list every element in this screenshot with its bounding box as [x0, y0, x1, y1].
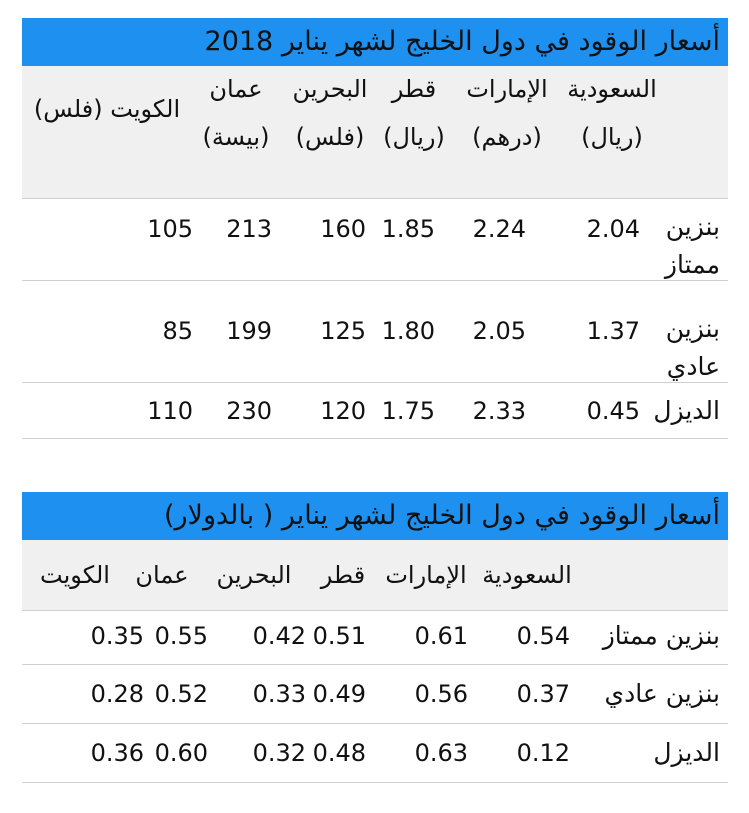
table1-header-qatar-name: قطر — [391, 75, 437, 103]
table2-row3-label: الديزل — [653, 738, 720, 767]
table1-row3-kuwait: 110 — [147, 397, 193, 425]
table2-header-uae: الإمارات — [385, 561, 467, 589]
table2-row1-separator — [22, 664, 728, 665]
table1-row2-separator — [22, 382, 728, 383]
table2-row2-kuwait: 0.28 — [90, 680, 144, 708]
table2-row2-uae: 0.56 — [414, 680, 468, 708]
table1-header-saudi-unit: (ريال) — [581, 123, 643, 151]
table2-row3-kuwait: 0.36 — [90, 739, 144, 767]
table1-row1-kuwait: 105 — [147, 215, 193, 243]
table1-row1-oman: 213 — [226, 215, 272, 243]
table2-row1-kuwait: 0.35 — [90, 622, 144, 650]
table1-row2-label: بنزين عادي — [665, 314, 720, 381]
table2-row3-separator — [22, 782, 728, 783]
table2-row1-saudi: 0.54 — [516, 622, 570, 650]
table1-row3-label: الديزل — [653, 396, 720, 425]
table1-row1-bahrain: 160 — [320, 215, 366, 243]
fuel-prices-table-local — [22, 18, 728, 438]
table2-row2-saudi: 0.37 — [516, 680, 570, 708]
table1-title: أسعار الوقود في دول الخليج لشهر يناير 2018 — [22, 18, 728, 66]
table1-row1-uae: 2.24 — [472, 215, 526, 243]
table2-row3-oman: 0.60 — [154, 739, 208, 767]
table1-row2-uae: 2.05 — [472, 317, 526, 345]
table1-row3-qatar: 1.75 — [381, 397, 435, 425]
table2-row3-qatar: 0.48 — [312, 739, 366, 767]
table1-header-oman-name: عمان — [209, 75, 263, 103]
table2-row2-bahrain: 0.33 — [252, 680, 306, 708]
table2-row1-label: بنزين ممتاز — [602, 621, 720, 650]
table1-header-kuwait-name: الكويت (فلس) — [33, 95, 181, 123]
table1-header-bahrain-unit: (فلس) — [295, 123, 365, 151]
fuel-prices-table-usd — [22, 492, 728, 792]
table2-row3-bahrain: 0.32 — [252, 739, 306, 767]
table1-row2-oman: 199 — [226, 317, 272, 345]
table2-row2-label: بنزين عادي — [604, 679, 720, 708]
table1-row1-qatar: 1.85 — [381, 215, 435, 243]
table1-row3-uae: 2.33 — [472, 397, 526, 425]
table2-row3-saudi: 0.12 — [516, 739, 570, 767]
table2-row2-separator — [22, 723, 728, 724]
table2-row3-uae: 0.63 — [414, 739, 468, 767]
table1-row2-qatar: 1.80 — [381, 317, 435, 345]
table2-header-row — [22, 540, 728, 611]
table1-row3-bahrain: 120 — [320, 397, 366, 425]
table2-row2-oman: 0.52 — [154, 680, 208, 708]
table1-header-oman-unit: (بيسة) — [202, 123, 270, 151]
table2-row1-bahrain: 0.42 — [252, 622, 306, 650]
table2-header-oman: عمان — [135, 561, 189, 589]
table1-header-uae-name: الإمارات — [466, 75, 548, 103]
table1-row2-bahrain: 125 — [320, 317, 366, 345]
table1-header-uae — [447, 72, 567, 154]
table1-row1-separator — [22, 280, 728, 281]
table1-header-kuwait — [22, 92, 192, 126]
table2-title: أسعار الوقود في دول الخليج لشهر يناير ( بالدولار) — [22, 492, 728, 540]
table1-header-qatar-unit: (ريال) — [383, 123, 445, 151]
table2-header-kuwait: الكويت — [40, 561, 110, 589]
table2-row1-uae: 0.61 — [414, 622, 468, 650]
table1-header-saudi-name: السعودية — [567, 75, 657, 103]
table2-row1-oman: 0.55 — [154, 622, 208, 650]
table1-row1-saudi: 2.04 — [586, 215, 640, 243]
table2-header-saudi: السعودية — [482, 561, 572, 589]
table1-row3-separator — [22, 438, 728, 439]
table1-header-bahrain-name: البحرين — [292, 75, 368, 103]
table1-header-row — [22, 66, 728, 199]
table1-row2-kuwait: 85 — [162, 317, 193, 345]
table2-row1-qatar: 0.51 — [312, 622, 366, 650]
table1-row2-saudi: 1.37 — [586, 317, 640, 345]
table2-row2-qatar: 0.49 — [312, 680, 366, 708]
table2-header-bahrain: البحرين — [216, 561, 292, 589]
table1-row3-oman: 230 — [226, 397, 272, 425]
table1-header-qatar — [374, 72, 454, 154]
table1-header-bahrain — [280, 72, 380, 154]
table1-row3-saudi: 0.45 — [586, 397, 640, 425]
table2-header-qatar: قطر — [320, 561, 366, 589]
table1-row1-label: بنزين ممتاز — [664, 212, 720, 279]
table1-header-oman — [190, 72, 282, 154]
table1-header-uae-unit: (درهم) — [472, 123, 542, 151]
